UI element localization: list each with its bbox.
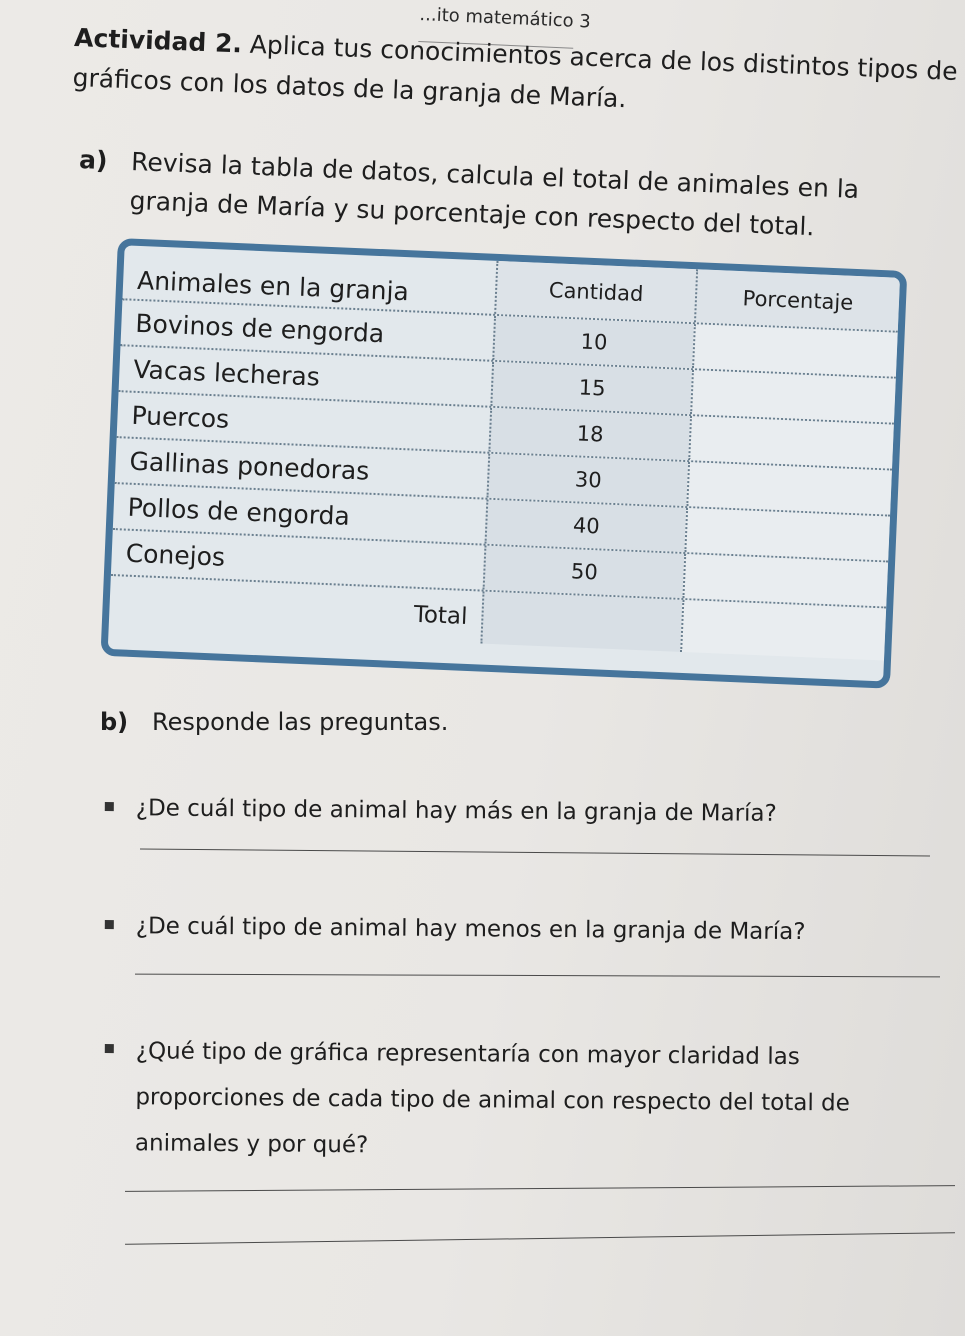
animal-cell: Puercos <box>131 400 230 434</box>
percentage-cell[interactable] <box>684 508 890 561</box>
part-a-letter: a) <box>78 144 109 176</box>
total-label: Total <box>413 601 468 630</box>
header-animals: Animales en la granja <box>136 265 410 307</box>
question-least-animal <box>105 904 935 955</box>
activity-text: Aplica tus conocimientos acerca de los distintos tipos de gráficos con los datos de la granja de María. <box>72 29 959 114</box>
animal-cell: Gallinas ponedoras <box>129 446 370 486</box>
answer-line[interactable] <box>125 1185 955 1192</box>
part-b-instructions <box>100 708 448 736</box>
quantity-cell: 50 <box>483 546 685 598</box>
answer-line[interactable] <box>125 1232 955 1245</box>
total-quantity-cell[interactable] <box>480 592 682 652</box>
percentage-cell[interactable] <box>682 554 888 607</box>
animal-cell: Pollos de engorda <box>127 492 351 531</box>
header-quantity: Cantidad <box>494 261 696 322</box>
part-a-instructions <box>77 140 899 249</box>
part-b-letter: b) <box>100 708 129 736</box>
bullet-icon <box>105 802 114 811</box>
answer-line[interactable] <box>135 974 940 978</box>
question-chart-type <box>104 1028 950 1173</box>
question-most-animal <box>105 786 935 837</box>
answer-line[interactable] <box>140 849 930 857</box>
bullet-icon <box>105 1044 114 1053</box>
question-text: ¿Qué tipo de gráfica representaría con mayor claridad las proporciones de cada tipo de animal con respecto del total de animales y por qué? <box>134 1038 850 1159</box>
part-a-text: Revisa la tabla de datos, calcula el total de animales en la granja de María y su porcentaje con respecto del total. <box>129 146 860 242</box>
quantity-cell: 15 <box>490 362 692 414</box>
animal-cell: Conejos <box>125 538 226 572</box>
percentage-cell[interactable] <box>686 462 892 515</box>
quantity-cell: 18 <box>488 408 690 460</box>
header-percentage: Porcentaje <box>694 269 900 330</box>
quantity-cell: 30 <box>486 454 688 506</box>
farm-animals-table <box>100 238 907 689</box>
percentage-cell[interactable] <box>690 370 896 423</box>
quantity-cell: 10 <box>492 316 694 368</box>
percentage-cell[interactable] <box>688 416 894 469</box>
total-percentage-cell[interactable] <box>680 600 886 660</box>
quantity-cell: 40 <box>485 500 687 552</box>
question-text: ¿De cuál tipo de animal hay menos en la granja de María? <box>135 913 806 946</box>
activity-label: Actividad 2. <box>73 22 243 59</box>
page-header-tag: ...ito matemático 3 <box>418 4 575 49</box>
percentage-cell[interactable] <box>692 324 898 377</box>
animal-cell: Bovinos de engorda <box>134 308 385 348</box>
activity-instructions <box>72 18 964 132</box>
animal-cell: Vacas lecheras <box>132 354 321 392</box>
part-b-text: Responde las preguntas. <box>152 708 449 736</box>
question-text: ¿De cuál tipo de animal hay más en la granja de María? <box>135 795 777 827</box>
bullet-icon <box>105 920 114 929</box>
